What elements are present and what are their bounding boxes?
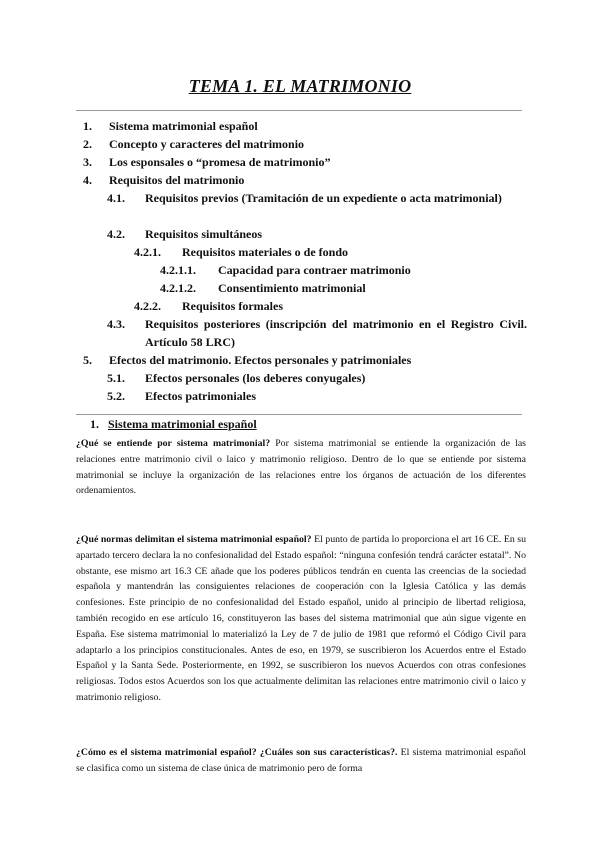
paragraph <box>76 436 526 499</box>
toc-item-text: Efectos patrimoniales <box>145 389 256 403</box>
section-title: Sistema matrimonial español <box>108 417 257 431</box>
paragraph <box>76 532 526 706</box>
toc-item-number: 5.1. <box>107 371 125 385</box>
bottom-divider <box>76 414 522 415</box>
toc-item-text: Requisitos posteriores (inscripción del matrimonio en el Registro Civil. Artículo 58 LRC) <box>145 317 527 349</box>
toc-item-text: Los esponsales o “promesa de matrimonio” <box>109 155 331 169</box>
toc-item-number: 2. <box>83 137 92 151</box>
toc-item <box>107 316 527 352</box>
paragraph-text: Por sistema matrimonial se entiende la organización de las relaciones entre matrimonio civil o laico y matrimonio religioso. Dentro de lo que se entiende por sistema matrimonial se incluye la organización de las relaciones entre los órganos de actuación de los diferentes ordenamientos. <box>76 438 526 497</box>
paragraph-question: ¿Cómo es el sistema matrimonial español? ¿Cuáles son sus características?. <box>76 747 398 758</box>
paragraph <box>76 745 526 777</box>
toc-item-text: Efectos personales (los deberes conyugales) <box>145 371 366 385</box>
toc-item-number: 3. <box>83 155 92 169</box>
toc-item-number: 4. <box>83 173 92 187</box>
paragraph-question: ¿Qué normas delimitan el sistema matrimonial español? <box>76 534 312 545</box>
toc-item-text: Efectos del matrimonio. Efectos personales y patrimoniales <box>109 353 412 367</box>
toc-item-number: 4.3. <box>107 317 125 331</box>
top-divider <box>76 110 522 111</box>
paragraph-question: ¿Qué se entiende por sistema matrimonial? <box>76 438 271 449</box>
toc-item-text: Sistema matrimonial español <box>109 119 258 133</box>
toc-item-number: 5.2. <box>107 389 125 403</box>
toc-item-number: 1. <box>83 119 92 133</box>
toc-item-number: 4.2.1.2. <box>160 281 196 295</box>
toc-item-number: 4.2.1. <box>134 245 161 259</box>
toc-item-number: 4.2.1.1. <box>160 263 196 277</box>
paragraph-text: El punto de partida lo proporciona el art 16 CE. En su apartado tercero declara la no confesionalidad del Estado español: “ninguna confesión tendrá carácter estatal”. No obstante, ese mismo art 16.3 CE añade que los poderes públicos tendrán en cuenta las creencias de la sociedad española y mantendrán las consiguientes relaciones de cooperación con la Iglesia Católica y las demás confesiones. Este principio de no confesionalidad del Estado español, unido al principio de libertad religiosa, también recogido en ese artículo 16, constituyeron las bases del sistema matrimonial que aún sigue vigente en España. Ese sistema matrimonial lo materializó la Ley de 7 de julio de 1981 que reformó el Código Civil para adaptarlo a los principios constitucionales. Antes de eso, en 1979, se suscribieron los Acuerdos entre el Estado Español y la Santa Sede. Posteriormente, en 1992, se suscribieron los nuevos Acuerdos con otras confesiones religiosas. Todos estos Acuerdos son los que actualmente delimitan las relaciones entre matrimonio civil o laico y matrimonio religioso. <box>76 534 527 703</box>
toc-item-text: Concepto y caracteres del matrimonio <box>109 137 305 151</box>
paragraph-text: El sistema matrimonial español se clasifica como un sistema de clase única de matrimonio pero de forma <box>76 747 526 774</box>
toc-item-text: Requisitos del matrimonio <box>109 173 245 187</box>
document-title: TEMA 1. EL MATRIMONIO <box>188 76 412 96</box>
toc-item-text: Requisitos simultáneos <box>145 227 263 241</box>
toc-item-text: Requisitos formales <box>182 299 283 313</box>
toc-item-number: 5. <box>83 353 92 367</box>
toc-item-text: Requisitos materiales o de fondo <box>182 245 348 259</box>
toc-item-text: Capacidad para contraer matrimonio <box>218 263 411 277</box>
toc-item-number: 4.1. <box>107 191 125 205</box>
section-number: 1. <box>90 417 99 431</box>
toc-item-number: 4.2.2. <box>134 299 161 313</box>
toc-item-text: Requisitos previos (Tramitación de un expediente o acta matrimonial) <box>145 191 502 205</box>
toc-item-number: 4.2. <box>107 227 125 241</box>
toc-item <box>107 190 527 226</box>
toc-item-text: Consentimiento matrimonial <box>218 281 366 295</box>
